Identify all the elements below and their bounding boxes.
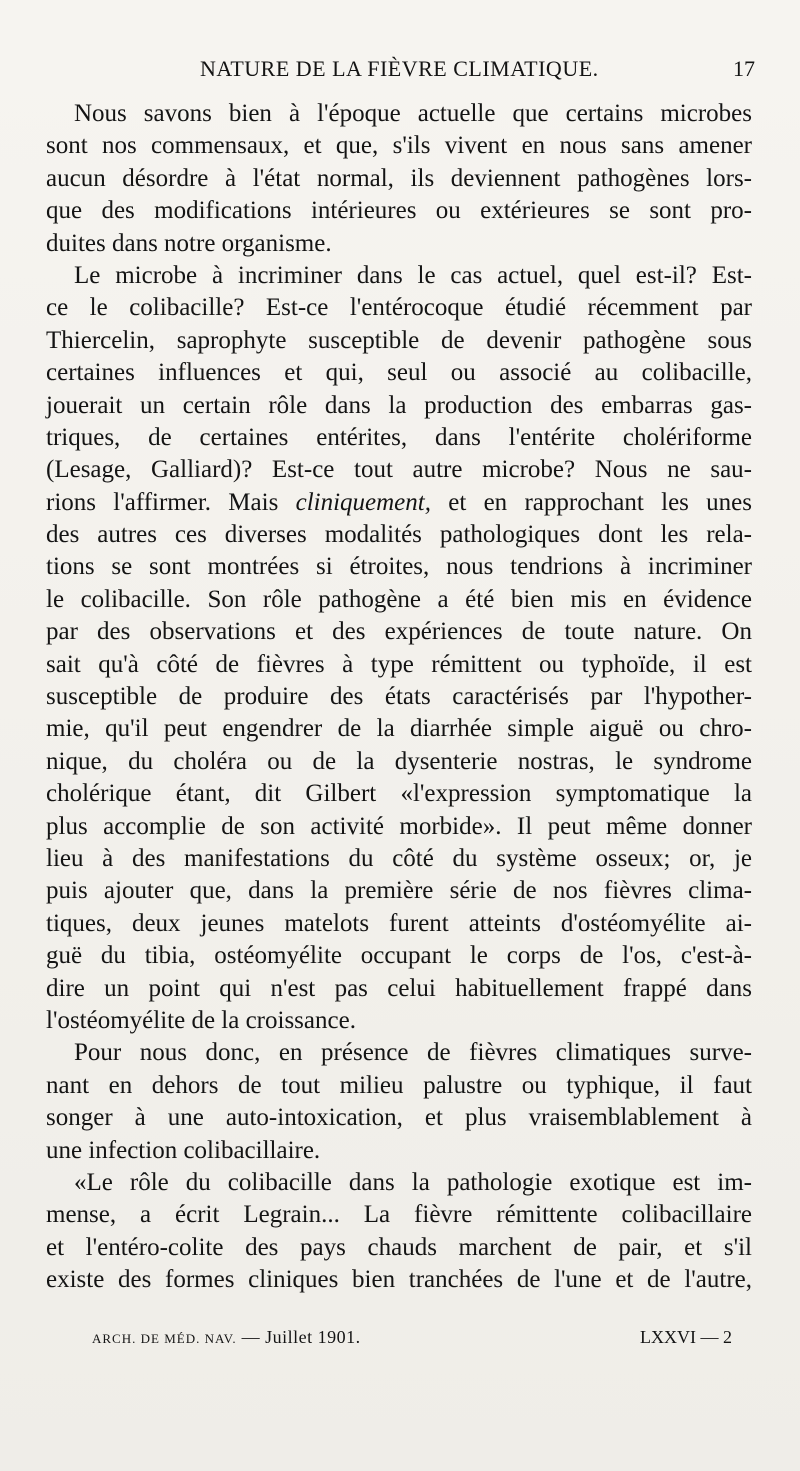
text-line: nant en dehors de tout milieu palustre ou typhique, il faut [46, 1071, 752, 1099]
text-line: susceptible de produire des états caractérisés par l'hypother- [46, 683, 752, 711]
text-line: «Le rôle du colibacille dans la pathologie exotique est im- [74, 1168, 752, 1196]
text-line: lieu à des manifestations du côté du système osseux; or, je [46, 844, 752, 872]
text-line: triques, de certaines entérites, dans l'entérite cholériforme [46, 423, 752, 451]
text-segment: et en rapprochant les unes [448, 488, 752, 516]
text-line: Pour nous donc, en présence de fièvres climatiques surve- [74, 1039, 752, 1067]
text-line: songer à une auto-intoxication, et plus vraisemblablement à [46, 1104, 752, 1132]
text-line: une infection colibacillaire. [46, 1136, 321, 1164]
text-line: Le microbe à incriminer dans le cas actuel, quel est-il? Est- [74, 261, 752, 289]
text-line: dire un point qui n'est pas celui habituellement frappé dans [46, 974, 752, 1002]
text-line: sait qu'à côté de fièvres à type rémittent ou typhoïde, il est [46, 650, 752, 678]
page-footer [92, 1327, 732, 1357]
text-line: certaines influences et qui, seul ou associé au colibacille, [46, 359, 752, 387]
text-line: Nous savons bien à l'époque actuelle que certains microbes [74, 100, 752, 127]
text-line: l'ostéomyélite de la croissance. [46, 1006, 356, 1034]
text-line: tions se sont montrées si étroites, nous tendrions à incriminer [46, 553, 752, 581]
page-number: 17 [733, 56, 755, 81]
text-line: et l'entéro-colite des pays chauds marchent de pair, et s'il [46, 1233, 752, 1261]
text-line [46, 487, 752, 519]
text-line: guë du tibia, ostéomyélite occupant le corps de l'os, c'est-à- [46, 942, 752, 970]
journal-reference [92, 1327, 361, 1348]
text-line: existe des formes cliniques bien tranchées de l'une et de l'autre, [46, 1266, 752, 1294]
text-line: plus accomplie de son activité morbide». Il peut même donner [46, 812, 752, 840]
text-segment: rions l'affirmer. Mais [46, 488, 279, 516]
publication-date: — Juillet 1901. [241, 1327, 361, 1347]
text-line: par des observations et des expériences de toute nature. On [46, 618, 752, 646]
text-line: des autres ces diverses modalités pathologiques dont les rela- [46, 521, 752, 549]
text-line: cholérique étant, dit Gilbert «l'expression symptomatique la [46, 780, 752, 808]
text-line: aucun désordre à l'état normal, ils deviennent pathogènes lors- [46, 164, 752, 192]
journal-name: ARCH. DE MÉD. NAV. [92, 1331, 237, 1346]
text-line: ce le colibacille? Est-ce l'entérocoque étudié récemment par [46, 294, 752, 322]
text-line: le colibacille. Son rôle pathogène a été bien mis en évidence [46, 585, 752, 613]
running-title: NATURE DE LA FIÈVRE CLIMATIQUE. [200, 56, 599, 81]
text-line: sont nos commensaux, et que, s'ils vivent en nous sans amener [46, 132, 752, 160]
text-line: mense, a écrit Legrain... La fièvre rémittente colibacillaire [46, 1201, 752, 1229]
page-header [70, 56, 755, 90]
text-line: jouerait un certain rôle dans la production des embarras gas- [46, 391, 752, 419]
text-line: nique, du choléra ou de la dysenterie nostras, le syndrome [46, 747, 752, 775]
text-line: mie, qu'il peut engendrer de la diarrhée simple aiguë ou chro- [46, 715, 752, 743]
signature-mark: LXXVI — 2 [640, 1327, 732, 1347]
text-line: tiques, deux jeunes matelots furent atteints d'ostéomyélite ai- [46, 909, 752, 937]
text-line: (Lesage, Galliard)? Est-ce tout autre microbe? Nous ne sau- [46, 456, 752, 484]
text-line: duites dans notre organisme. [46, 229, 332, 257]
text-line: puis ajouter que, dans la première série de nos fièvres clima- [46, 877, 752, 905]
body-text [46, 98, 752, 1296]
text-line: que des modifications intérieures ou extérieures se sont pro- [46, 197, 752, 225]
text-line: Thiercelin, saprophyte susceptible de devenir pathogène sous [46, 326, 752, 354]
italic-emphasis: cliniquement, [295, 488, 431, 516]
